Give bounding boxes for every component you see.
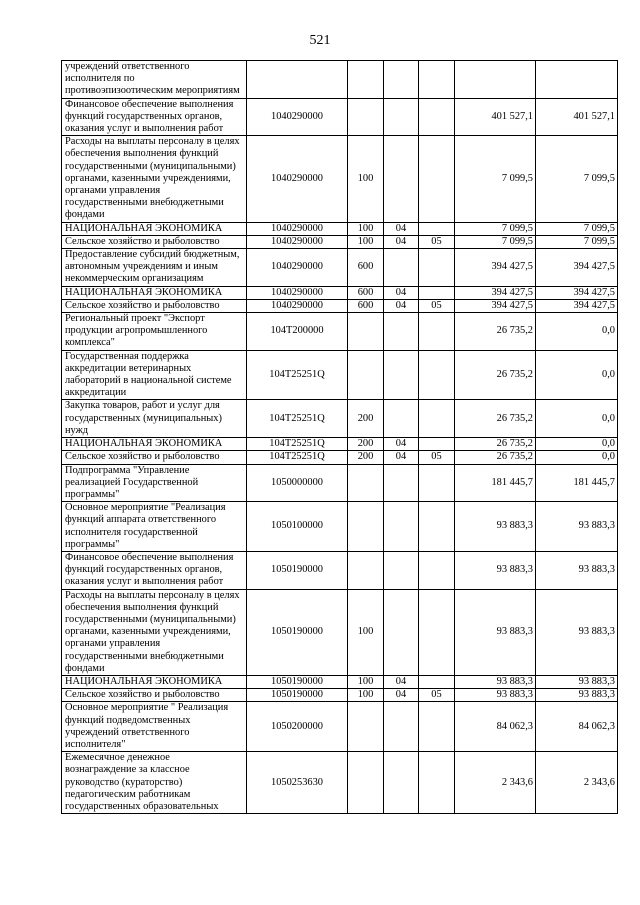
amount-cell-2: 0,0 [536,438,618,451]
row-name-cell: Сельское хозяйство и рыболовство [62,235,247,248]
amount-cell-1: 93 883,3 [455,502,536,552]
section-cell: 04 [384,299,419,312]
subsection-cell [419,702,455,752]
table-row [62,222,618,235]
amount-cell-1: 2 343,6 [455,752,536,814]
row-name-cell: Финансовое обеспечение выполнения функций государственных органов, оказания услуг и выполнения работ [62,551,247,589]
amount-cell-1: 7 099,5 [455,235,536,248]
expense-type-cell: 600 [348,249,384,287]
amount-cell-2: 93 883,3 [536,502,618,552]
amount-cell-1: 7 099,5 [455,222,536,235]
section-cell [384,702,419,752]
expense-type-cell: 100 [348,235,384,248]
table-row [62,675,618,688]
expense-type-cell: 100 [348,589,384,675]
subsection-cell [419,249,455,287]
subsection-cell: 05 [419,235,455,248]
amount-cell-1: 394 427,5 [455,299,536,312]
amount-cell-2: 181 445,7 [536,464,618,502]
row-name-cell: Предоставление субсидий бюджетным, автономным учреждениям и иным некоммерческим организациям [62,249,247,287]
section-cell: 04 [384,286,419,299]
row-name-cell: НАЦИОНАЛЬНАЯ ЭКОНОМИКА [62,222,247,235]
section-cell [384,551,419,589]
section-cell [384,61,419,99]
section-cell: 04 [384,222,419,235]
budget-table-body [62,61,618,814]
target-article-cell: 1050190000 [247,689,348,702]
target-article-cell: 1040290000 [247,136,348,222]
subsection-cell [419,98,455,136]
amount-cell-2: 394 427,5 [536,249,618,287]
expense-type-cell: 100 [348,689,384,702]
row-name-cell: Ежемесячное денежное вознаграждение за классное руководство (кураторство) педагогическим работникам государственных образовательных [62,752,247,814]
subsection-cell [419,551,455,589]
target-article-cell: 1050190000 [247,551,348,589]
subsection-cell [419,222,455,235]
expense-type-cell [348,464,384,502]
section-cell [384,464,419,502]
expense-type-cell [348,98,384,136]
target-article-cell: 104T25251Q [247,438,348,451]
amount-cell-1: 26 735,2 [455,350,536,400]
row-name-cell: Расходы на выплаты персоналу в целях обеспечения выполнения функций государственными (муниципальными) органами, казенными учреждениями, органами управления государственными внебюджетными фондами [62,589,247,675]
table-row [62,438,618,451]
expense-type-cell [348,551,384,589]
section-cell: 04 [384,438,419,451]
amount-cell-2: 7 099,5 [536,222,618,235]
target-article-cell: 1040290000 [247,222,348,235]
table-row [62,286,618,299]
row-name-cell: Региональный проект "Экспорт продукции агропромышленного комплекса" [62,313,247,351]
table-row [62,313,618,351]
section-cell [384,98,419,136]
expense-type-cell [348,61,384,99]
table-row [62,702,618,752]
expense-type-cell: 100 [348,136,384,222]
amount-cell-2: 7 099,5 [536,235,618,248]
amount-cell-2: 7 099,5 [536,136,618,222]
subsection-cell [419,286,455,299]
table-row [62,98,618,136]
expense-type-cell: 200 [348,400,384,438]
section-cell: 04 [384,235,419,248]
row-name-cell: Основное мероприятие "Реализация функций аппарата ответственного исполнителя государственной программы" [62,502,247,552]
expense-type-cell: 200 [348,451,384,464]
amount-cell-2: 0,0 [536,350,618,400]
expense-type-cell [348,702,384,752]
table-row [62,502,618,552]
table-row [62,350,618,400]
subsection-cell: 05 [419,689,455,702]
expense-type-cell [348,313,384,351]
subsection-cell [419,313,455,351]
row-name-cell: учреждений ответственного исполнителя по противоэпизоотическим мероприятиям [62,61,247,99]
amount-cell-2: 84 062,3 [536,702,618,752]
target-article-cell: 1050190000 [247,675,348,688]
subsection-cell [419,464,455,502]
table-row [62,61,618,99]
target-article-cell: 1050000000 [247,464,348,502]
subsection-cell [419,400,455,438]
target-article-cell: 104T200000 [247,313,348,351]
target-article-cell: 104T25251Q [247,350,348,400]
amount-cell-2: 93 883,3 [536,689,618,702]
amount-cell-2 [536,61,618,99]
section-cell [384,752,419,814]
target-article-cell: 1040290000 [247,98,348,136]
subsection-cell [419,502,455,552]
subsection-cell [419,61,455,99]
amount-cell-1: 394 427,5 [455,249,536,287]
row-name-cell: Подпрограмма "Управление реализацией Государственной программы" [62,464,247,502]
target-article-cell: 1040290000 [247,299,348,312]
target-article-cell: 1050100000 [247,502,348,552]
row-name-cell: Сельское хозяйство и рыболовство [62,689,247,702]
table-row [62,249,618,287]
expense-type-cell [348,350,384,400]
table-row [62,136,618,222]
amount-cell-1: 7 099,5 [455,136,536,222]
amount-cell-2: 0,0 [536,313,618,351]
target-article-cell: 104T25251Q [247,451,348,464]
table-row [62,589,618,675]
amount-cell-2: 93 883,3 [536,675,618,688]
section-cell: 04 [384,451,419,464]
expense-type-cell: 200 [348,438,384,451]
target-article-cell: 1050253630 [247,752,348,814]
section-cell [384,350,419,400]
expense-type-cell [348,502,384,552]
target-article-cell: 104T25251Q [247,400,348,438]
amount-cell-2: 0,0 [536,451,618,464]
table-row [62,235,618,248]
expense-type-cell: 100 [348,675,384,688]
row-name-cell: Финансовое обеспечение выполнения функций государственных органов, оказания услуг и выполнения работ [62,98,247,136]
amount-cell-2: 394 427,5 [536,299,618,312]
subsection-cell: 05 [419,451,455,464]
row-name-cell: Сельское хозяйство и рыболовство [62,299,247,312]
amount-cell-1: 401 527,1 [455,98,536,136]
section-cell [384,313,419,351]
row-name-cell: Расходы на выплаты персоналу в целях обеспечения выполнения функций государственными (муниципальными) органами, казенными учреждениями, органами управления государственными внебюджетными фондами [62,136,247,222]
amount-cell-1: 26 735,2 [455,451,536,464]
table-row [62,689,618,702]
section-cell [384,136,419,222]
subsection-cell [419,136,455,222]
amount-cell-1: 93 883,3 [455,589,536,675]
section-cell: 04 [384,689,419,702]
table-row [62,451,618,464]
amount-cell-1: 84 062,3 [455,702,536,752]
row-name-cell: Государственная поддержка аккредитации ветеринарных лабораторий в национальной системе аккредитации [62,350,247,400]
amount-cell-1: 26 735,2 [455,313,536,351]
page-number: 521 [309,33,331,48]
section-cell [384,400,419,438]
amount-cell-2: 0,0 [536,400,618,438]
table-row [62,551,618,589]
subsection-cell: 05 [419,299,455,312]
target-article-cell: 1050190000 [247,589,348,675]
amount-cell-1: 93 883,3 [455,551,536,589]
amount-cell-1: 181 445,7 [455,464,536,502]
target-article-cell [247,61,348,99]
subsection-cell [419,438,455,451]
target-article-cell: 1040290000 [247,249,348,287]
table-row [62,752,618,814]
amount-cell-2: 93 883,3 [536,551,618,589]
target-article-cell: 1040290000 [247,286,348,299]
amount-cell-2: 2 343,6 [536,752,618,814]
subsection-cell [419,752,455,814]
amount-cell-1: 26 735,2 [455,438,536,451]
amount-cell-1: 93 883,3 [455,689,536,702]
amount-cell-2: 93 883,3 [536,589,618,675]
amount-cell-1: 394 427,5 [455,286,536,299]
subsection-cell [419,589,455,675]
target-article-cell: 1050200000 [247,702,348,752]
row-name-cell: Основное мероприятие " Реализация функций подведомственных учреждений ответственного исполнителя" [62,702,247,752]
expense-type-cell: 600 [348,299,384,312]
section-cell [384,589,419,675]
section-cell [384,502,419,552]
amount-cell-1: 93 883,3 [455,675,536,688]
row-name-cell: Закупка товаров, работ и услуг для государственных (муниципальных) нужд [62,400,247,438]
expense-type-cell [348,752,384,814]
row-name-cell: НАЦИОНАЛЬНАЯ ЭКОНОМИКА [62,286,247,299]
section-cell: 04 [384,675,419,688]
section-cell [384,249,419,287]
budget-table [61,60,618,814]
expense-type-cell: 600 [348,286,384,299]
subsection-cell [419,675,455,688]
target-article-cell: 1040290000 [247,235,348,248]
table-row [62,299,618,312]
amount-cell-2: 394 427,5 [536,286,618,299]
row-name-cell: НАЦИОНАЛЬНАЯ ЭКОНОМИКА [62,438,247,451]
row-name-cell: НАЦИОНАЛЬНАЯ ЭКОНОМИКА [62,675,247,688]
subsection-cell [419,350,455,400]
amount-cell-2: 401 527,1 [536,98,618,136]
table-row [62,464,618,502]
amount-cell-1 [455,61,536,99]
table-row [62,400,618,438]
expense-type-cell: 100 [348,222,384,235]
amount-cell-1: 26 735,2 [455,400,536,438]
row-name-cell: Сельское хозяйство и рыболовство [62,451,247,464]
